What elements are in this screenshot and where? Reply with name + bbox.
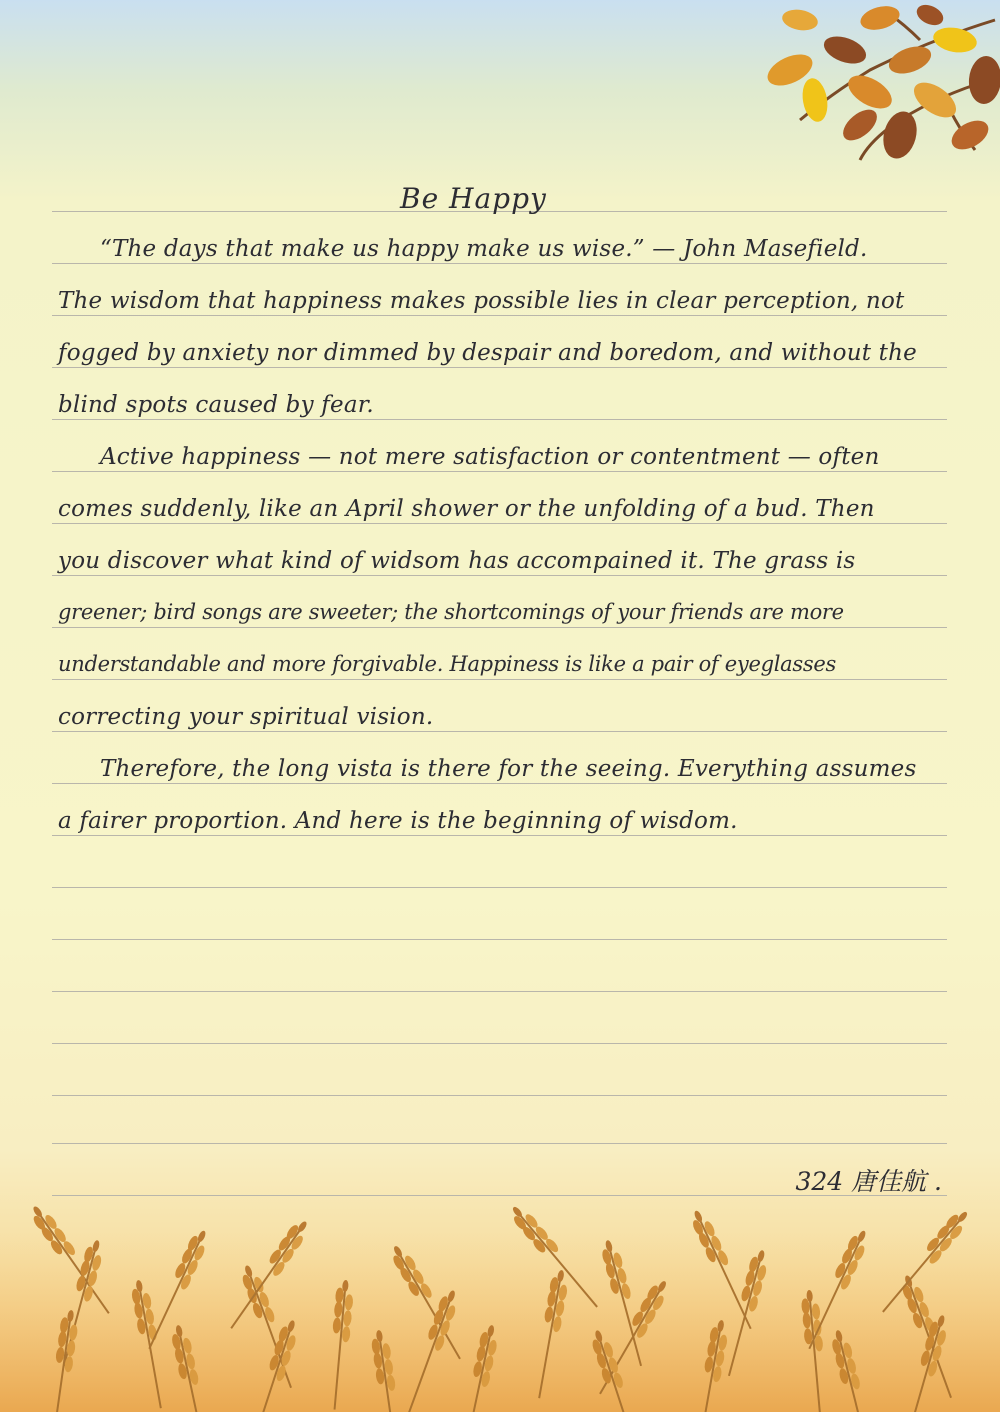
ruled-line (52, 939, 947, 940)
ruled-line (52, 1095, 947, 1096)
ruled-line (52, 1043, 947, 1044)
essay-line: Active happiness — not mere satisfaction or contentment — often (100, 444, 880, 470)
ruled-line (52, 367, 947, 368)
signature: 324 唐佳航 . (795, 1167, 942, 1196)
ruled-line (52, 263, 947, 264)
ruled-line (52, 575, 947, 576)
essay-line: understandable and more forgivable. Happiness is like a pair of eyeglasses (58, 652, 836, 676)
essay-line: a fairer proportion. And here is the beginning of wisdom. (58, 808, 738, 834)
ruled-line (52, 835, 947, 836)
essay-title: Be Happy (400, 182, 547, 215)
essay-line: fogged by anxiety nor dimmed by despair and boredom, and without the (58, 340, 917, 366)
essay-line: comes suddenly, like an April shower or the unfolding of a bud. Then (58, 496, 875, 522)
essay-line: correcting your spiritual vision. (58, 704, 434, 730)
ruled-line (52, 471, 947, 472)
essay-line: “The days that make us happy make us wise.” — John Masefield. (100, 236, 868, 262)
ruled-line (52, 627, 947, 628)
ruled-line (52, 315, 947, 316)
essay-line: greener; bird songs are sweeter; the shortcomings of your friends are more (58, 600, 844, 624)
essay-line: blind spots caused by fear. (58, 392, 374, 418)
essay-line: Therefore, the long vista is there for the seeing. Everything assumes (100, 756, 917, 782)
ruled-line (52, 991, 947, 992)
essay-line: you discover what kind of widsom has accompained it. The grass is (58, 548, 856, 574)
essay-line: The wisdom that happiness makes possible lies in clear perception, not (58, 288, 905, 314)
ruled-line (52, 887, 947, 888)
ruled-line (52, 731, 947, 732)
autumn-leaves-illustration (0, 0, 1000, 200)
ruled-line (52, 783, 947, 784)
ruled-line (52, 523, 947, 524)
ruled-line (52, 1143, 947, 1144)
ruled-line (52, 679, 947, 680)
ruled-line (52, 419, 947, 420)
